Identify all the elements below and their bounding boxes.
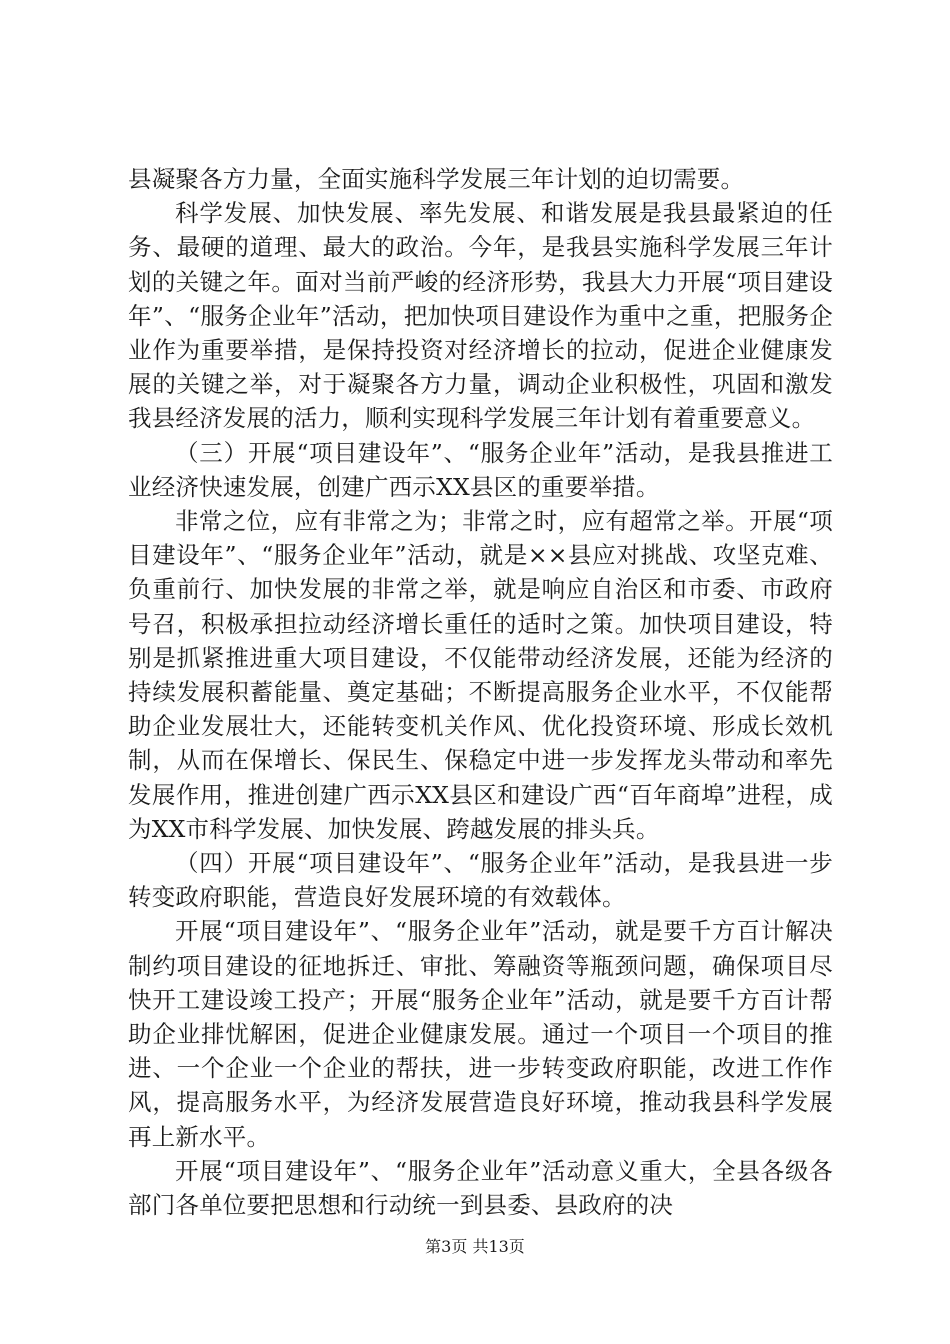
paragraph-4: 非常之位，应有非常之为；非常之时，应有超常之举。开展“项目建设年”、“服务企业年”活动，就是××县应对挑战、攻坚克难、负重前行、加快发展的非常之举，就是响应自治区和市委、市政府号召，积极承担拉动经济增长重任的适时之策。加快项目建设，特别是抓紧推进重大项目建设，不仅能带动经济发展，还能为经济的持续发展积蓄能量、奠定基础；不断提高服务企业水平，不仅能帮助企业发展壮大，还能转变机关作风、优化投资环境、形成长效机制，从而在保增长、保民生、保稳定中进一步发挥龙头带动和率先发展作用，推进创建广西示XX县区和建设广西“百年商埠”进程，成为XX市科学发展、加快发展、跨越发展的排头兵。 [128, 507, 833, 843]
paragraph-1: 县凝聚各方力量，全面实施科学发展三年计划的迫切需要。 [128, 165, 745, 193]
document-body [128, 162, 833, 1222]
section-heading-4: （四）开展“项目建设年”、“服务企业年”活动，是我县进一步转变政府职能，营造良好发展环境的有效载体。 [128, 849, 833, 912]
paragraph-2: 科学发展、加快发展、率先发展、和谐发展是我县最紧迫的任务、最硬的道理、最大的政治。今年，是我县实施科学发展三年计划的关键之年。面对当前严峻的经济形势，我县大力开展“项目建设年”、“服务企业年”活动，把加快项目建设作为重中之重，把服务企业作为重要举措，是保持投资对经济增长的拉动，促进企业健康发展的关键之举，对于凝聚各方力量，调动企业积极性，巩固和激发我县经济发展的活力，顺利实现科学发展三年计划有着重要意义。 [128, 199, 833, 433]
paragraph-7: 开展“项目建设年”、“服务企业年”活动意义重大，全县各级各部门各单位要把思想和行动统一到县委、县政府的决 [128, 1156, 833, 1220]
paragraph-6: 开展“项目建设年”、“服务企业年”活动，就是要千方百计解决制约项目建设的征地拆迁、审批、筹融资等瓶颈问题，确保项目尽快开工建设竣工投产；开展“服务企业年”活动，就是要千方百计帮助企业排忧解困，促进企业健康发展。通过一个项目一个项目的推进、一个企业一个企业的帮扶，进一步转变政府职能，改进工作作风，提高服务水平，为经济发展营造良好环境，推动我县科学发展再上新水平。 [128, 917, 833, 1151]
page-footer: 第3页 共13页 [425, 1237, 525, 1256]
section-heading-3: （三）开展“项目建设年”、“服务企业年”活动，是我县推进工业经济快速发展，创建广西示XX县区的重要举措。 [128, 438, 833, 501]
